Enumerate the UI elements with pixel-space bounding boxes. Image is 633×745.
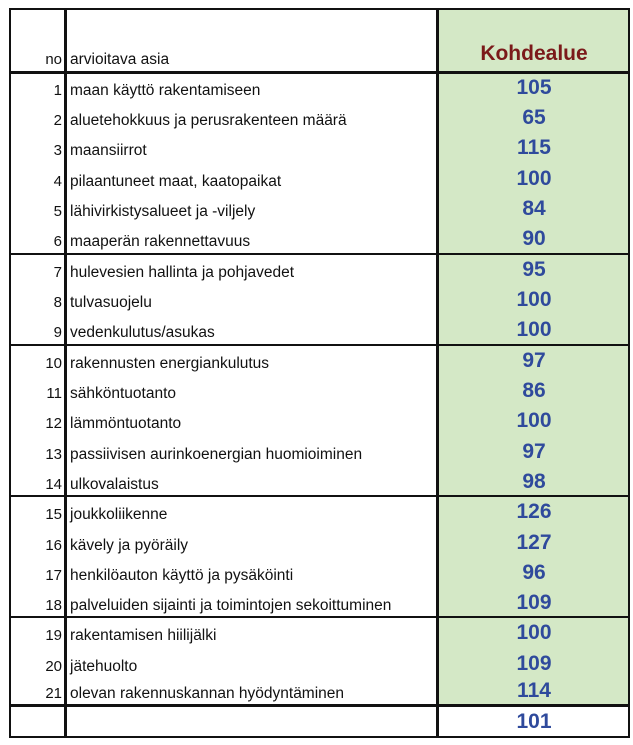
row-topic: vedenkulutus/asukas (70, 324, 215, 341)
row-number: 18 (45, 597, 62, 614)
row-number: 11 (46, 385, 62, 402)
group-separator (9, 253, 630, 255)
row-topic: henkilöauton käyttö ja pysäköinti (70, 567, 294, 584)
header-no-label: no (45, 51, 62, 68)
border-bottom (9, 736, 630, 738)
group-separator (9, 495, 630, 497)
row-number: 5 (53, 203, 62, 220)
row-topic: joukkoliikenne (70, 506, 168, 523)
row-number: 3 (53, 142, 62, 159)
row-topic: lämmöntuotanto (70, 415, 182, 432)
row-value: 109 (516, 652, 552, 675)
row-topic: maansiirrot (70, 142, 147, 159)
row-topic: ulkovalaistus (70, 476, 159, 493)
row-value: 95 (522, 258, 546, 281)
row-value: 98 (522, 470, 546, 493)
row-number: 13 (45, 446, 62, 463)
header-value-title: Kohdealue (480, 42, 588, 65)
row-value: 96 (522, 561, 546, 584)
row-value: 100 (516, 288, 552, 311)
row-value: 114 (517, 679, 551, 702)
border-left (9, 8, 11, 738)
header-separator (9, 71, 630, 74)
row-number: 10 (45, 355, 62, 372)
row-number: 1 (53, 82, 62, 99)
row-topic: olevan rakennuskannan hyödyntäminen (70, 685, 345, 702)
row-number: 4 (53, 173, 62, 190)
column-separator-topic (64, 8, 67, 738)
row-topic: maan käyttö rakentamiseen (70, 82, 261, 99)
row-number: 9 (53, 324, 62, 341)
row-number: 2 (53, 112, 62, 129)
row-value: 115 (517, 136, 551, 159)
row-number: 21 (45, 685, 62, 702)
row-topic: pilaantuneet maat, kaatopaikat (70, 173, 282, 190)
row-value: 100 (516, 409, 552, 432)
row-number: 7 (53, 264, 62, 281)
row-value: 100 (516, 318, 552, 341)
border-top (9, 8, 630, 10)
border-right (628, 8, 630, 738)
row-number: 12 (45, 415, 62, 432)
row-number: 19 (45, 627, 62, 644)
row-value: 126 (516, 500, 552, 523)
row-topic: sähköntuotanto (70, 385, 177, 402)
row-topic: kävely ja pyöräily (70, 537, 189, 554)
row-number: 20 (45, 658, 62, 675)
row-value: 97 (522, 349, 546, 372)
total-separator (9, 704, 630, 707)
row-number: 15 (45, 506, 62, 523)
header-topic-label: arvioitava asia (70, 51, 170, 68)
row-value: 105 (516, 76, 552, 99)
row-number: 6 (53, 233, 62, 250)
row-topic: aluetehokkuus ja perusrakenteen määrä (70, 112, 347, 129)
row-topic: palveluiden sijainti ja toimintojen sekoittuminen (70, 597, 392, 614)
row-number: 16 (45, 537, 62, 554)
row-topic: lähivirkistysalueet ja -viljely (70, 203, 256, 220)
row-value: 90 (522, 227, 546, 250)
row-value: 109 (516, 591, 552, 614)
row-value: 86 (522, 379, 546, 402)
row-topic: hulevesien hallinta ja pohjavedet (70, 264, 295, 281)
row-value: 65 (522, 106, 546, 129)
row-topic: rakentamisen hiilijälki (70, 627, 217, 644)
row-value: 84 (522, 197, 546, 220)
row-value: 127 (516, 531, 552, 554)
row-value: 97 (522, 440, 546, 463)
row-number: 17 (45, 567, 62, 584)
row-topic: passiivisen aurinkoenergian huomioiminen (70, 446, 363, 463)
row-value: 100 (516, 621, 552, 644)
row-topic: jätehuolto (70, 658, 138, 675)
row-number: 14 (45, 476, 62, 493)
row-topic: tulvasuojelu (70, 294, 152, 311)
group-separator (9, 344, 630, 346)
group-separator (9, 616, 630, 618)
row-topic: rakennusten energiankulutus (70, 355, 270, 372)
row-value: 100 (516, 167, 552, 190)
column-separator-value (436, 8, 439, 738)
row-topic: maaperän rakennettavuus (70, 233, 251, 250)
total-value: 101 (516, 710, 552, 733)
row-number: 8 (53, 294, 62, 311)
